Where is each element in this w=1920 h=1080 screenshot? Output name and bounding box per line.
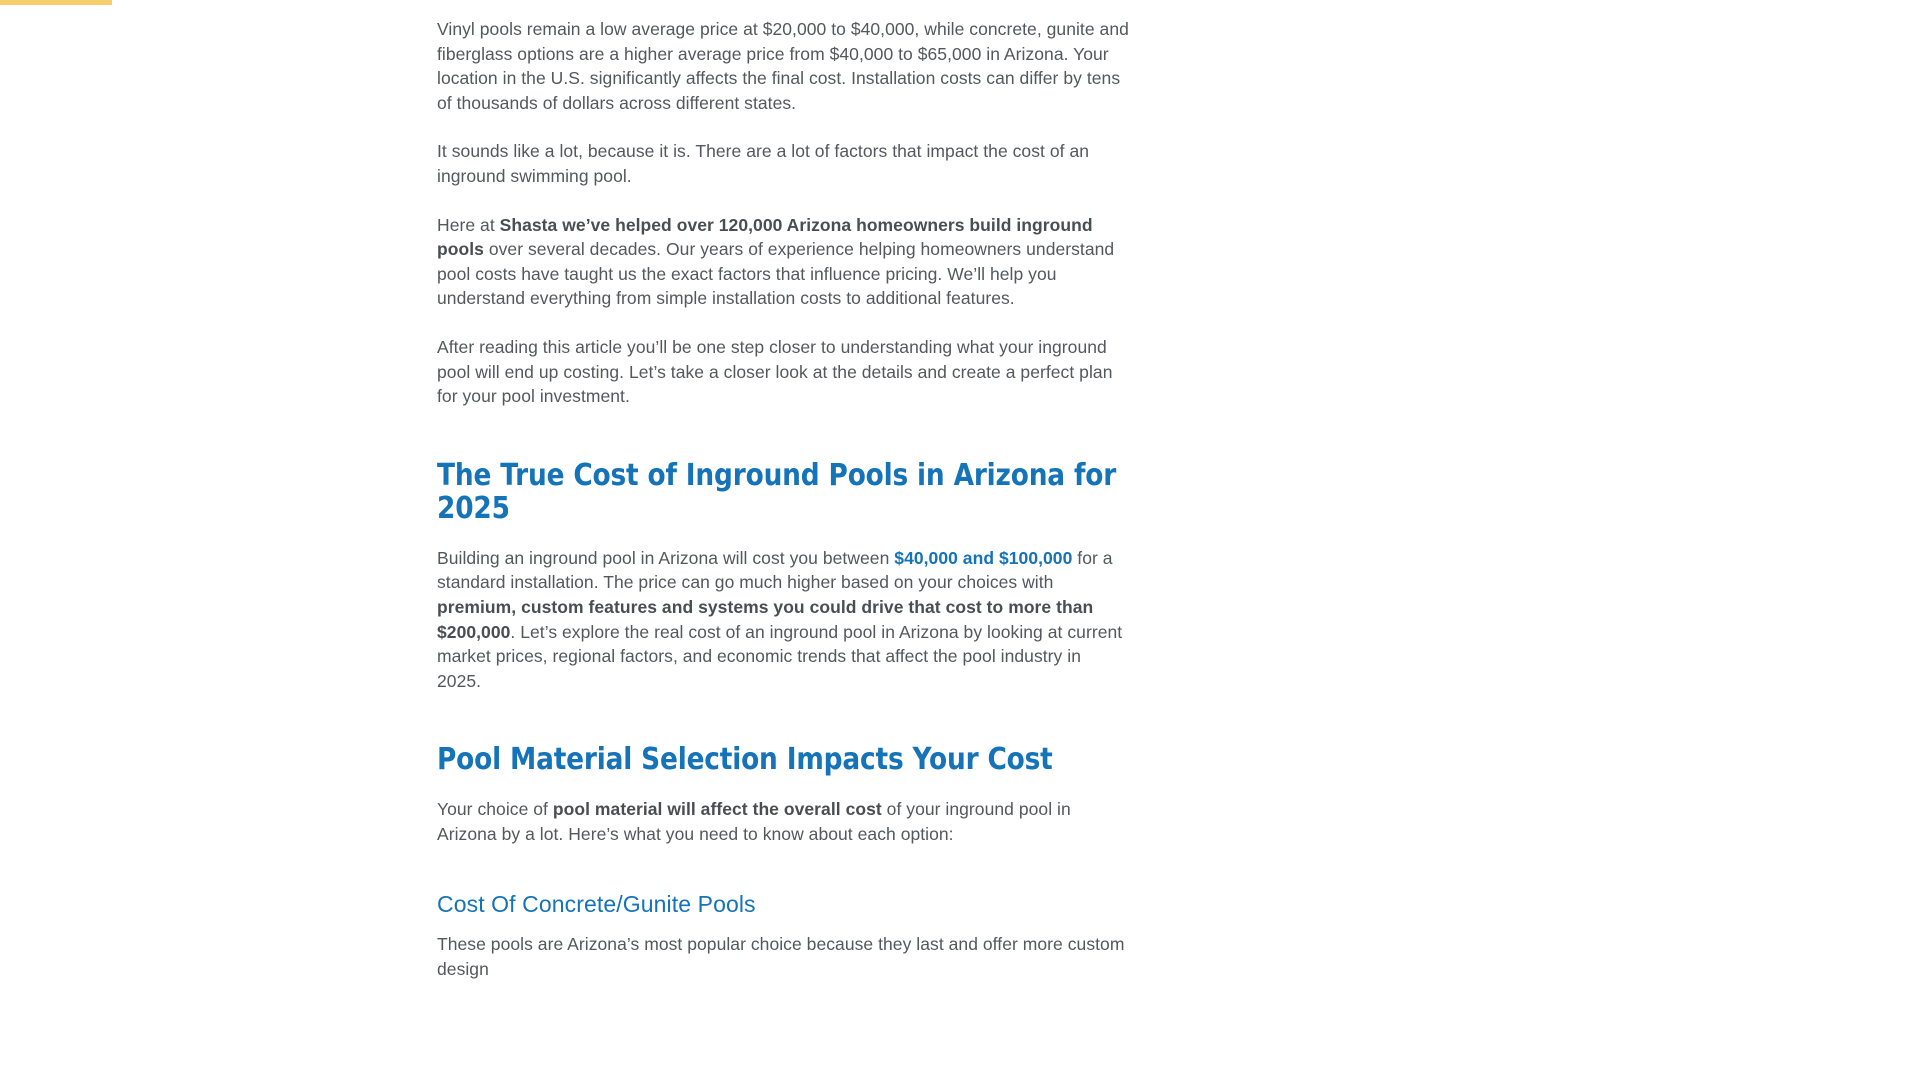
heading-cost-of-concrete-gunite-pools: Cost Of Concrete/Gunite Pools	[437, 891, 756, 918]
heading-true-cost-of-inground-pools: The True Cost of Inground Pools in Arizona for 2025	[437, 457, 1117, 526]
paragraph-sounds-like-a-lot	[437, 139, 1129, 188]
paragraph-after-reading	[437, 335, 1129, 409]
paragraph-cost-range	[437, 546, 1129, 694]
paragraph-bold-material-cost: pool material will affect the overall cost	[552, 799, 882, 820]
paragraph-text-tail: . Let’s explore the real cost of an inground pool in Arizona by looking at current market prices, regional factors, and economic trends that affect the pool industry in 2025.	[437, 621, 1123, 691]
heading-pool-material-selection: Pool Material Selection Impacts Your Cost	[437, 742, 1053, 778]
paragraph-shasta-experience	[437, 213, 1129, 311]
paragraph-text: It sounds like a lot, because it is. There are a lot of factors that impact the cost of an inground swimming pool.	[437, 141, 1090, 186]
paragraph-vinyl-pool-prices	[437, 17, 1129, 115]
paragraph-accent-price-range: $40,000 and $100,000	[894, 547, 1073, 568]
paragraph-concrete-gunite-intro	[437, 932, 1129, 981]
paragraph-text-lead: Building an inground pool in Arizona will cost you between	[437, 547, 895, 568]
paragraph-text-mid: for a standard installation. The price can go much higher based on your choices with	[437, 547, 1113, 593]
paragraph-bold-shasta-claim: Shasta we’ve helped over 120,000 Arizona homeowners build inground pools	[437, 214, 1093, 260]
paragraph-text-tail: of your inground pool in Arizona by a lot. Here’s what you need to know about each option:	[437, 799, 1071, 844]
paragraph-text: Vinyl pools remain a low average price at $20,000 to $40,000, while concrete, gunite and fiberglass options are a higher average price from $40,000 to $65,000 in Arizona. Your location in the U.S. significantly affects the final cost. Installation costs can differ by tens of thousands of dollars across different states.	[437, 19, 1129, 113]
paragraph-text-lead: Your choice of	[437, 799, 553, 820]
paragraph-text: These pools are Arizona’s most popular choice because they last and offer more custom design	[437, 934, 1125, 980]
paragraph-text: After reading this article you’ll be one step closer to understanding what your inground pool will end up costing. Let’s take a closer look at the details and create a perfect plan for your pool investment.	[437, 336, 1113, 407]
paragraph-bold-premium-features: premium, custom features and systems you could drive that cost to more than $200,000	[437, 596, 1094, 642]
reading-progress-bar-fill	[0, 0, 112, 5]
paragraph-text-lead: Here at	[437, 214, 500, 235]
paragraph-text-tail: over several decades. Our years of experience helping homeowners understand pool costs have taught us the exact factors that influence pricing. We’ll help you understand everything from simple installation costs to additional features.	[437, 239, 1115, 309]
paragraph-material-choice	[437, 797, 1129, 846]
article-content	[437, 0, 1129, 982]
